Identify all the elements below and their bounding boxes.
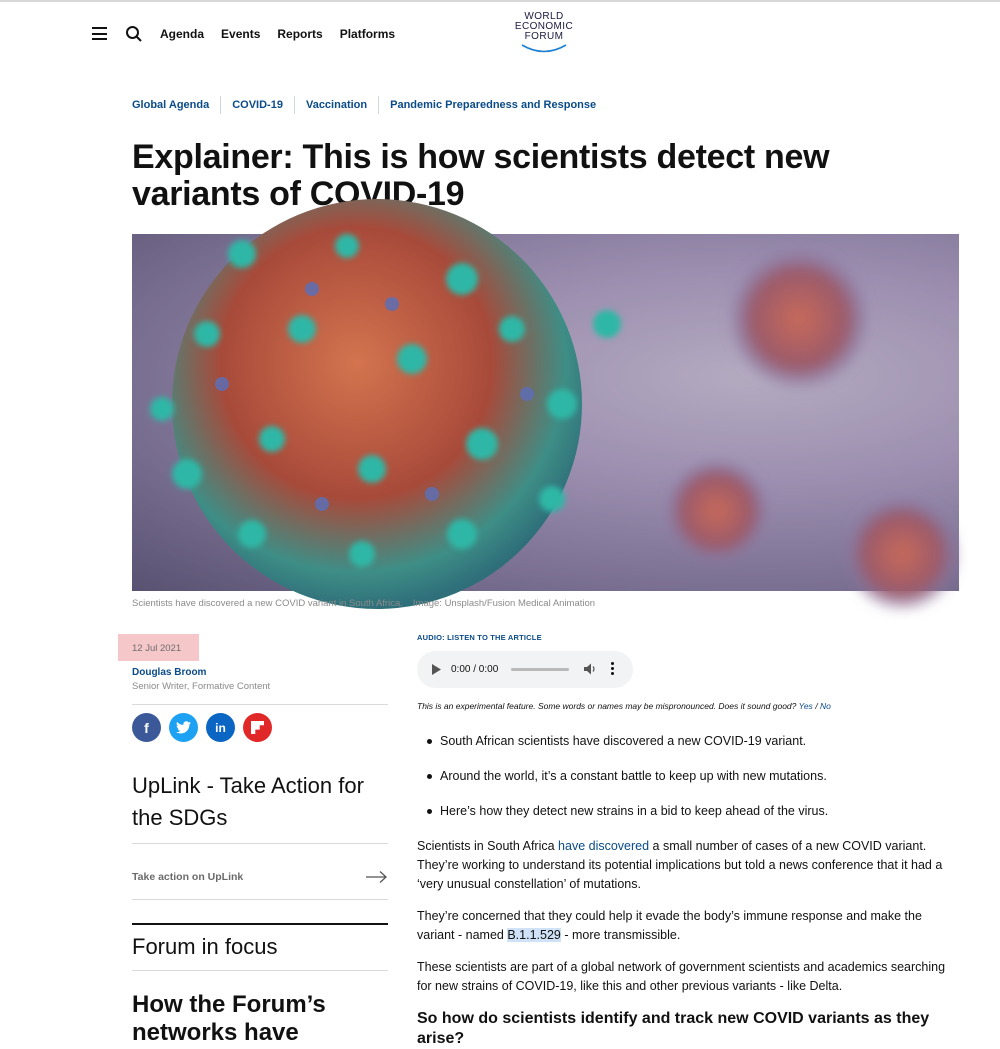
arrow-right-icon[interactable] xyxy=(366,870,388,884)
forum-in-focus-title: Forum in focus xyxy=(132,934,278,959)
experimental-note xyxy=(417,701,831,711)
section-divider xyxy=(132,923,388,925)
flipboard-icon[interactable] xyxy=(243,713,272,742)
uplink-cta-link[interactable]: Take action on UpLink xyxy=(132,871,244,883)
paragraph-text: They’re concerned that they could help it evade the body’s immune response and make the variant - named xyxy=(417,909,922,942)
search-icon[interactable] xyxy=(125,25,143,43)
logo-line-1: WORLD xyxy=(524,11,564,22)
logo-line-2: ECONOMIC xyxy=(514,21,574,32)
linkedin-icon[interactable]: in xyxy=(206,713,235,742)
site-header xyxy=(0,0,1000,70)
facebook-icon[interactable]: f xyxy=(132,713,161,742)
tag-global-agenda[interactable]: Global Agenda xyxy=(132,96,221,114)
audio-progress-track[interactable] xyxy=(511,668,569,671)
key-point: South African scientists have discovered a new COVID-19 variant. xyxy=(440,733,828,768)
paragraph-2 xyxy=(417,907,957,945)
highlighted-variant-name[interactable]: B.1.1.529 xyxy=(507,928,561,942)
nav-platforms[interactable]: Platforms xyxy=(339,27,396,41)
paragraph-1 xyxy=(417,837,957,894)
key-point: Here’s how they detect new strains in a bid to keep ahead of the virus. xyxy=(440,803,828,838)
publish-date: 12 Jul 2021 xyxy=(118,634,199,661)
logo-arc-icon xyxy=(520,42,568,56)
image-caption xyxy=(132,598,595,609)
audio-player xyxy=(417,651,633,688)
volume-icon[interactable] xyxy=(584,663,597,675)
have-discovered-link[interactable]: have discovered xyxy=(558,839,650,853)
hero-image xyxy=(132,234,959,591)
audio-label: AUDIO: LISTEN TO THE ARTICLE xyxy=(417,633,542,642)
image-credit: Image: Unsplash/Fusion Medical Animation xyxy=(412,598,596,609)
nav-events[interactable]: Events xyxy=(221,27,261,41)
feedback-separator: / xyxy=(815,701,818,711)
paragraph-text: Scientists in South Africa xyxy=(417,839,559,853)
paragraph-text: a small number of cases of a new COVID variant. They’re working to understand its potential implications but told a news conference that it had a ‘very unusual constellation’ of mutations. xyxy=(417,839,943,891)
paragraph-3: These scientists are part of a global network of government scientists and academics searching for new strains of COVID-19, like this and other previous variants - like Delta. xyxy=(417,960,946,993)
uplink-title: UpLink - Take Action for the SDGs xyxy=(132,773,364,830)
section-subheading: So how do scientists identify and track new COVID variants as they arise? xyxy=(417,1010,930,1047)
tag-covid-19[interactable]: COVID-19 xyxy=(232,96,295,114)
nav-agenda[interactable]: Agenda xyxy=(160,27,205,41)
logo-line-3: FORUM xyxy=(524,31,564,42)
caption-text: Scientists have discovered a new COVID variant in South Africa. xyxy=(132,598,403,609)
more-options-icon[interactable] xyxy=(611,662,615,677)
main-nav xyxy=(160,27,395,41)
author-role: Senior Writer, Formative Content xyxy=(132,681,271,692)
forum-focus-headline[interactable]: How the Forum’s networks have xyxy=(132,991,326,1046)
audio-time: 0:00 / 0:00 xyxy=(451,664,499,675)
wef-logo[interactable] xyxy=(500,12,588,58)
feedback-no-link[interactable]: No xyxy=(819,701,831,711)
virus-illustration xyxy=(132,234,959,591)
key-point: Around the world, it’s a constant battle to keep up with new mutations. xyxy=(440,768,828,803)
tag-pandemic-preparedness[interactable]: Pandemic Preparedness and Response xyxy=(390,99,597,111)
divider xyxy=(132,899,388,900)
divider xyxy=(132,843,388,844)
article-title: Explainer: This is how scientists detect new variants of COVID-19 xyxy=(132,138,830,213)
divider xyxy=(132,970,388,971)
twitter-icon[interactable] xyxy=(169,713,198,742)
play-icon[interactable] xyxy=(432,664,441,675)
divider xyxy=(132,704,388,705)
feedback-yes-link[interactable]: Yes xyxy=(798,701,813,711)
key-points-list xyxy=(440,733,828,838)
topic-tags xyxy=(132,96,618,114)
tag-vaccination[interactable]: Vaccination xyxy=(306,96,379,114)
experimental-note-text: This is an experimental feature. Some words or names may be mispronounced. Does it sound good? xyxy=(417,701,797,711)
share-buttons xyxy=(132,713,272,742)
nav-reports[interactable]: Reports xyxy=(277,27,323,41)
paragraph-text: - more transmissible. xyxy=(560,928,681,942)
author-name[interactable]: Douglas Broom xyxy=(132,667,207,678)
hamburger-menu-icon[interactable] xyxy=(92,27,107,40)
